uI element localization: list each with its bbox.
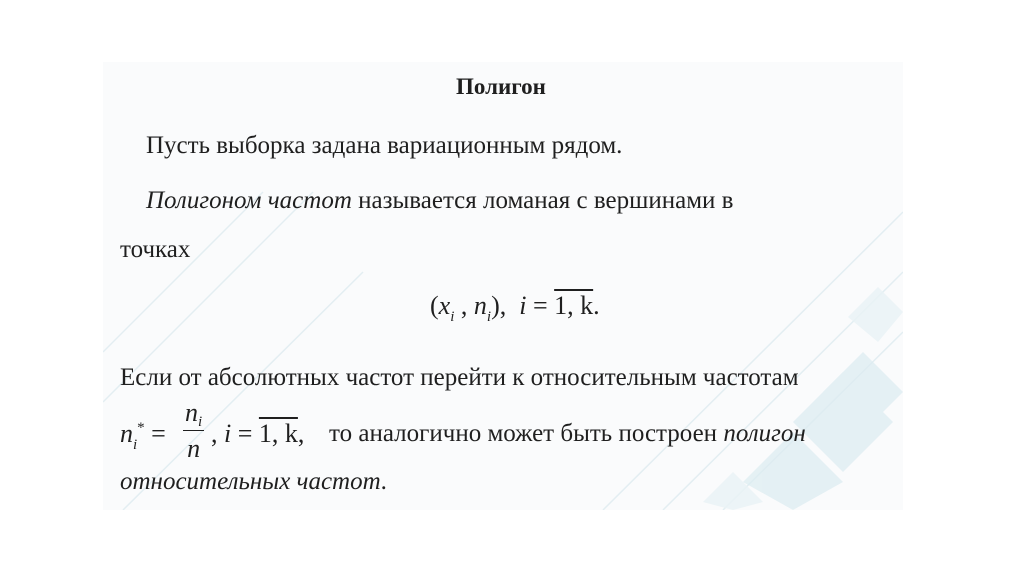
sub-i: i	[486, 309, 492, 325]
paren-open: (	[430, 291, 439, 320]
index-i: i	[519, 291, 527, 320]
conclusion-line2	[120, 469, 387, 494]
slide	[103, 62, 903, 510]
definition-text: называется ломаная с вершинами в	[351, 187, 734, 214]
sub-i: i	[133, 437, 138, 453]
paragraph-conclusion	[329, 421, 806, 446]
var-n: n	[473, 291, 487, 320]
var-n: n	[120, 419, 133, 448]
paren-close: ),	[491, 291, 507, 320]
definition-line2: точках	[120, 236, 191, 263]
superscript-star: *	[137, 420, 145, 436]
period: .	[380, 468, 387, 495]
fraction-denominator: n	[187, 434, 201, 463]
period: .	[593, 291, 600, 320]
paragraph-sample: Пусть выборка задана вариационным рядом.	[146, 132, 623, 159]
paragraph-relative: Если от абсолютных частот перейти к относительным частотам	[120, 364, 799, 391]
conclusion-text: то аналогично может быть построен	[329, 420, 724, 447]
formula-relative-right	[211, 419, 304, 449]
index-range: 1, k	[554, 291, 594, 320]
fraction	[183, 398, 204, 464]
term-relative-frequencies: относительных частот	[120, 468, 381, 495]
num-n: n	[185, 398, 198, 427]
comma: ,	[454, 291, 474, 320]
equals-sign: =	[526, 291, 555, 320]
var-x: x	[438, 291, 451, 320]
comma: ,	[297, 419, 305, 448]
equals-sign: =	[144, 419, 166, 448]
term-frequency-polygon: Полигоном частот	[146, 187, 352, 214]
formula-relative-left	[120, 419, 166, 453]
index-range: 1, k	[258, 419, 298, 448]
paragraph-definition	[146, 188, 733, 213]
term-polygon: полигон	[723, 420, 806, 447]
fraction-numerator	[183, 398, 204, 431]
formula-vertices	[430, 291, 600, 325]
slide-title: Полигон	[456, 74, 546, 99]
sub-i: i	[450, 309, 455, 325]
sub-i: i	[198, 414, 203, 430]
comma: ,	[211, 419, 218, 448]
index-i: i	[224, 419, 232, 448]
equals-sign: =	[231, 419, 259, 448]
